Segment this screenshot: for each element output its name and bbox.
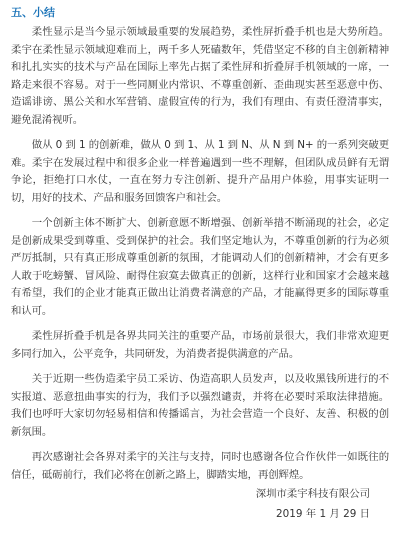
paragraph-3: 一个创新主体不断扩大、创新意愿不断增强、创新举措不断涌现的社会，必定是创新成果受到尊重、受到保护的社会。我们坚定地认为，不尊重创新的行为必须严厉抵制，只有真正形成尊重创新的氛围，才能调动人们的创新精神，才会有更多人敢于吃螃蟹、冒风险、耐得住寂寞去做真正的创新，这样行业和国家才会越来越有希望，我们的企业才能真正做出让消费者满意的产品，才能赢得更多的国际尊重和认可。 [11, 217, 389, 317]
signature-date: 2019 年 1 月 29 日 [276, 508, 370, 520]
paragraph-6: 再次感谢社会各界对柔宇的关注与支持，同时也感谢各位合作伙伴一如既往的信任，砥砺前行，我们必将在创新之路上，脚踏实地，再创辉煌。 [11, 451, 389, 481]
signature-company: 深圳市柔宇科技有限公司 [255, 488, 370, 500]
paragraph-1: 柔性显示是当今显示领域最重要的发展趋势，柔性屏折叠手机也是大势所趋。柔宇在柔性显示领域迎难而上，两千多人死磕数年，凭借坚定不移的自主创新精神和扎扎实实的技术与产品在国际上率先占据了柔性屏和折叠屏手机领域的一席，一路走来很不容易。对于一些同厕业内常识、不尊重创新、歪曲现实甚至恶意中伤、造谣诽谤、黑公关和水军营销、虚假宣传的行为，我们有理由、有责任澄清事实，避免混淆视听。 [11, 26, 389, 126]
section-heading: 五、小结 [11, 6, 55, 19]
paragraph-4: 柔性屏折叠手机是各界共同关注的重要产品，市场前景很大，我们非常欢迎更多同行加入，公平竞争，共同研发，为消费者提供满意的产品。 [11, 330, 389, 360]
paragraph-2: 做从 0 到 1 的创新难，做从 0 到 1、从 1 到 N、从 N 到 N+ 的一系列突破更难。柔宇在发展过程中和很多企业一样普遍遇到一些不理解，但团队成员鲜有无谓争论，拒绝打口水仗，一直在努力专注创新、提升产品用户体验，用事实证明一切，用好的技术、产品和服务回馈客户和社会。 [11, 139, 389, 204]
paragraph-5: 关于近期一些伪造柔宇员工采访、伪造高职人员发声，以及收黑钱所进行的不实报道、恶意扭曲事实的行为，我们予以强烈谴责，并将在必要时采取法律措施。我们也呼吁大家切勿轻易相信和传播谣言，为社会营造一个良好、友善、积极的创新氛围。 [11, 373, 389, 438]
